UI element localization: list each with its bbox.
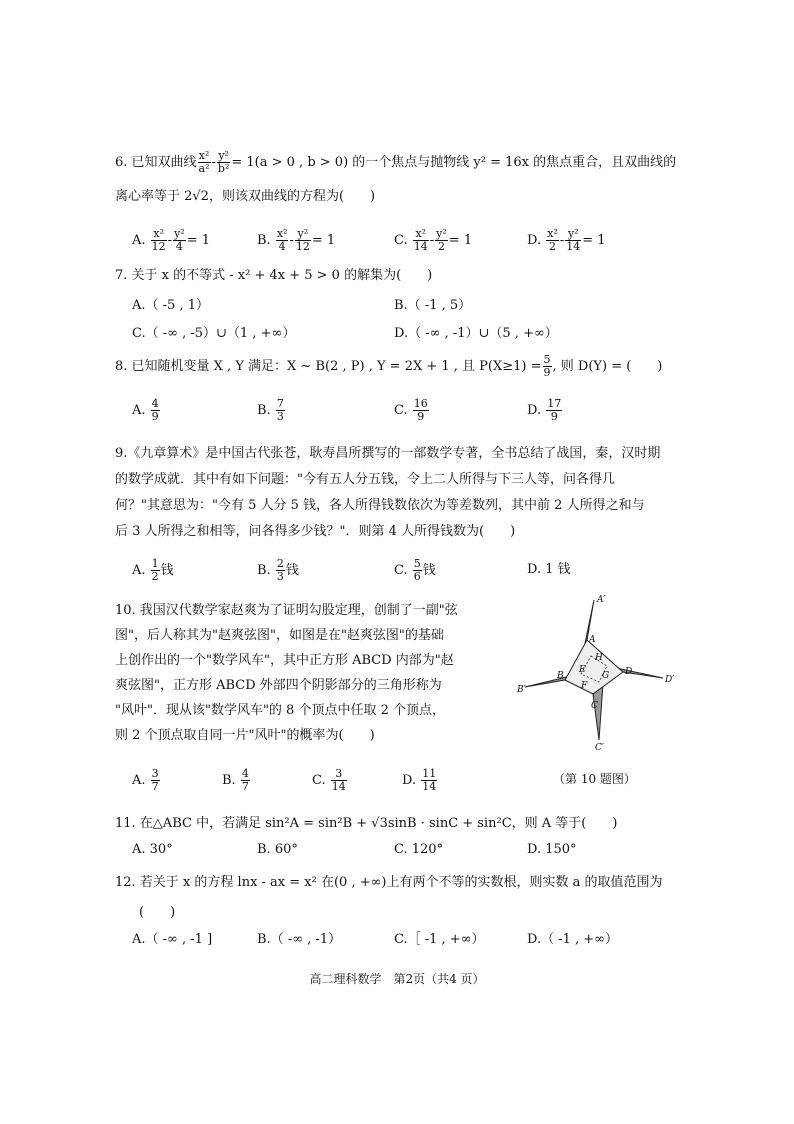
q9-option-a[interactable]: A. $\frac{1}{2}$ 钱 [132,557,174,583]
label-d: D [625,667,633,677]
q11-option-d[interactable]: D. 150° [527,842,577,857]
label-f: F [581,681,588,691]
q6-line1: 6. 已知双曲线 $\frac{\text{x²}}{\text{a²}}$ - $\frac{\text{y²}}{\text{b²}}$ = 1(a > 0 , b > 0) 的一个焦点与抛物线 y² = 16x 的焦点重合，且双曲线的 [115,149,677,175]
q12-option-c[interactable]: C.［ -1 , +∞） [394,932,485,947]
q12-option-d[interactable]: D.（ -1 , +∞） [527,932,619,947]
q7-options-row1 [132,294,692,316]
label-a: A [589,635,596,645]
q9-options [132,557,692,583]
q7-options-row2 [132,322,692,344]
q7-option-c[interactable]: C.（ -∞ , -5）∪（1 , +∞） [132,326,296,341]
q10-option-d[interactable]: D. $\frac{11}{14}$ [402,767,437,793]
q11-option-b[interactable]: B. 60° [257,842,298,857]
question-11: 11. 在△ABC 中，若满足 sin²A = sin²B + √3sinB · sinC + sin²C，则 A 等于( ) [115,816,618,831]
question-7: 7. 关于 x 的不等式 - x² + 4x + 5 > 0 的解集为( ) [115,268,433,283]
q9-option-b[interactable]: B. $\frac{2}{3}$ 钱 [257,557,299,583]
q11-option-c[interactable]: C. 120° [394,842,444,857]
question-6 [115,150,695,207]
q7-option-a[interactable]: A.（ -5 , 1） [132,298,209,313]
label-b: B [557,671,564,681]
q10-options [132,767,472,793]
q8-option-c[interactable]: C. $\frac{16}{9}$ [394,397,428,423]
question-12: 12. 若关于 x 的方程 lnx - ax = x² 在(0 , +∞)上有两个不等的实数根，则实数 a 的取值范围为 ( ) [115,875,663,920]
question-8: 8. 已知随机变量 X , Y 满足：X ~ B(2 , P) , Y = 2X + 1 , 且 P(X≥1) = $\frac{5}{9}$ , 则 D(Y) = ( ) [115,353,663,379]
q10-option-c[interactable]: C. $\frac{3}{14}$ [312,767,346,793]
square-abcd [565,640,623,694]
q9-option-d[interactable]: D. 1 钱 [527,562,571,577]
q6-option-a[interactable]: A. $\frac{\text{x²}}{12}$ - $\frac{\text{y²}}{4}$ = 1 [132,227,210,253]
q6-option-b[interactable]: B. $\frac{\text{x²}}{4}$ - $\frac{\text{y²}}{12}$ = 1 [257,227,336,253]
label-h: H [595,653,603,663]
question-10: 10. 我国汉代数学家赵爽为了证明勾股定理，创制了一副"弦 图"，后人称其为"赵爽弦图"，如图是在"赵爽弦图"的基础 上创作出的一个"数学风车"，其中正方形 ABCD 内部为"赵 爽弦图"，正方形 ABCD 外部四个阴影部分的三角形称为 "风叶"．现从该"数学风车"的 8 个顶点中任取 2 个顶点， 则 2 个顶点取自同一片"风叶"的概率为( ) [115,603,458,743]
q10-option-b[interactable]: B. $\frac{4}{7}$ [222,767,249,793]
q12-option-b[interactable]: B.（ -∞ , -1） [257,932,342,947]
label-e: E [579,665,586,675]
math-windmill-figure [515,592,685,792]
question-9: 9.《九章算术》是中国古代张苍，耿寿昌所撰写的一部数学专著，全书总结了战国，秦，汉时期 的数学成就．其中有如下问题："今有五人分五钱，令上二人所得与下三人等，问各得几 何？"其意思为："今有 5 人分 5 钱，各人所得钱数依次为等差数列，其中前 2 人所得之和与 后 3 人所得之和相等，问各得多少钱？"．则第 4 人所得钱数为( ) [115,446,661,539]
q10-option-a[interactable]: A. $\frac{3}{7}$ [132,767,159,793]
q7-option-d[interactable]: D.（ -∞ , -1）∪（5 , +∞） [394,326,558,341]
q8-option-a[interactable]: A. $\frac{4}{9}$ [132,397,159,423]
q6-options [132,227,692,253]
label-g: G [602,671,610,681]
q12-options [132,928,692,950]
label-d-prime: D′ [665,675,675,685]
q6-option-d[interactable]: D. $\frac{\text{x²}}{2}$ - $\frac{\text{y²}}{14}$ = 1 [527,227,606,253]
label-c-prime: C′ [595,743,604,753]
q6-option-c[interactable]: C. $\frac{\text{x²}}{14}$ - $\frac{\text{y²}}{2}$ = 1 [394,227,473,253]
label-a-prime: A′ [597,595,606,605]
q9-option-c[interactable]: C. $\frac{5}{6}$ 钱 [394,557,436,583]
page-footer: 高二理科数学 第2页（共4 页） [309,972,485,986]
q12-option-a[interactable]: A.（ -∞ , -1 ] [132,932,213,947]
q6-line2: 离心率等于 2√2，则该双曲线的方程为( ) [115,189,376,204]
q8-option-d[interactable]: D. $\frac{17}{9}$ [527,397,562,423]
label-b-prime: B′ [517,685,526,695]
q11-option-a[interactable]: A. 30° [132,842,173,857]
q7-option-b[interactable]: B.（ -1 , 5） [394,298,472,313]
figure-caption: （第 10 题图） [553,772,636,786]
q11-options [132,842,692,864]
label-c: C [591,701,598,711]
q8-options [132,397,692,423]
q8-option-b[interactable]: B. $\frac{7}{3}$ [257,397,284,423]
